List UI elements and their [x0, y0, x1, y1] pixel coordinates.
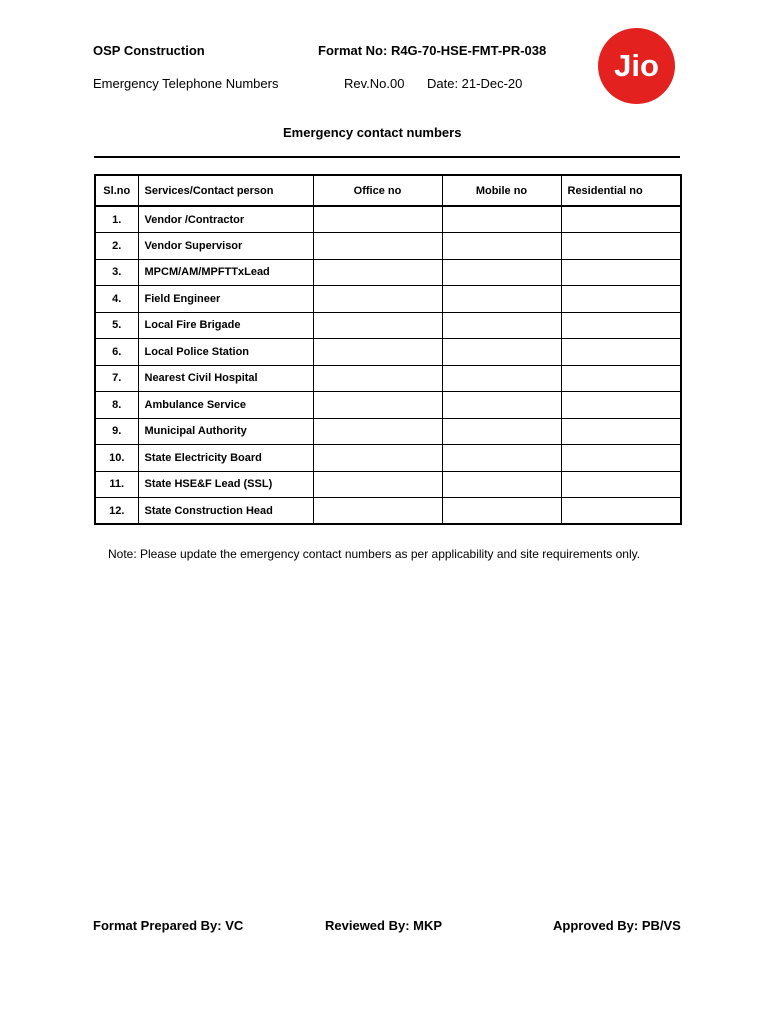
service-cell: Local Police Station — [138, 339, 313, 366]
residential-no-cell — [561, 445, 681, 472]
mobile-no-cell — [442, 392, 561, 419]
table-row — [95, 286, 681, 313]
column-header-service: Services/Contact person — [138, 175, 313, 206]
mobile-no-cell — [442, 233, 561, 260]
service-cell: State HSE&F Lead (SSL) — [138, 471, 313, 498]
sl-no-cell: 7. — [95, 365, 138, 392]
reviewed-by: Reviewed By: MKP — [325, 918, 443, 933]
service-cell: Nearest Civil Hospital — [138, 365, 313, 392]
office-no-cell — [313, 312, 442, 339]
company-name: OSP Construction — [93, 43, 205, 58]
office-no-cell — [313, 286, 442, 313]
sl-no-cell: 12. — [95, 498, 138, 525]
table-row — [95, 498, 681, 525]
residential-no-cell — [561, 339, 681, 366]
residential-no-cell — [561, 418, 681, 445]
service-cell: State Construction Head — [138, 498, 313, 525]
office-no-cell — [313, 259, 442, 286]
residential-no-cell — [561, 365, 681, 392]
service-cell: Vendor /Contractor — [138, 206, 313, 233]
sl-no-cell: 4. — [95, 286, 138, 313]
mobile-no-cell — [442, 259, 561, 286]
document-date: Date: 21-Dec-20 — [427, 76, 523, 91]
column-header-office-no: Office no — [313, 175, 442, 206]
residential-no-cell — [561, 286, 681, 313]
table-row — [95, 445, 681, 472]
sl-no-cell: 9. — [95, 418, 138, 445]
mobile-no-cell — [442, 206, 561, 233]
residential-no-cell — [561, 233, 681, 260]
service-cell: Local Fire Brigade — [138, 312, 313, 339]
mobile-no-cell — [442, 445, 561, 472]
residential-no-cell — [561, 392, 681, 419]
prepared-by: Format Prepared By: VC — [93, 918, 244, 933]
contact-table-body — [95, 206, 681, 524]
revision-number: Rev.No.00 — [344, 76, 405, 91]
service-cell: State Electricity Board — [138, 445, 313, 472]
approved-by: Approved By: PB/VS — [553, 918, 681, 933]
document-title: Emergency Telephone Numbers — [93, 76, 279, 91]
office-no-cell — [313, 471, 442, 498]
column-header-mobile-no: Mobile no — [442, 175, 561, 206]
mobile-no-cell — [442, 418, 561, 445]
sl-no-cell: 8. — [95, 392, 138, 419]
office-no-cell — [313, 206, 442, 233]
mobile-no-cell — [442, 312, 561, 339]
format-number: Format No: R4G-70-HSE-FMT-PR-038 — [318, 43, 547, 58]
note-text: Note: Please update the emergency contact numbers as per applicability and site requirements only. — [108, 547, 641, 561]
office-no-cell — [313, 339, 442, 366]
table-row — [95, 392, 681, 419]
residential-no-cell — [561, 206, 681, 233]
table-row — [95, 471, 681, 498]
office-no-cell — [313, 233, 442, 260]
residential-no-cell — [561, 498, 681, 525]
mobile-no-cell — [442, 339, 561, 366]
table-row — [95, 418, 681, 445]
service-cell: Municipal Authority — [138, 418, 313, 445]
residential-no-cell — [561, 312, 681, 339]
residential-no-cell — [561, 471, 681, 498]
service-cell: Ambulance Service — [138, 392, 313, 419]
sl-no-cell: 10. — [95, 445, 138, 472]
office-no-cell — [313, 445, 442, 472]
sl-no-cell: 3. — [95, 259, 138, 286]
page-title: Emergency contact numbers — [283, 125, 462, 140]
mobile-no-cell — [442, 471, 561, 498]
sl-no-cell: 5. — [95, 312, 138, 339]
mobile-no-cell — [442, 498, 561, 525]
table-header-row — [95, 175, 681, 206]
service-cell: Field Engineer — [138, 286, 313, 313]
office-no-cell — [313, 365, 442, 392]
office-no-cell — [313, 418, 442, 445]
table-row — [95, 259, 681, 286]
jio-logo — [598, 28, 675, 104]
sl-no-cell: 2. — [95, 233, 138, 260]
residential-no-cell — [561, 259, 681, 286]
sl-no-cell: 1. — [95, 206, 138, 233]
office-no-cell — [313, 498, 442, 525]
service-cell: Vendor Supervisor — [138, 233, 313, 260]
table-row — [95, 365, 681, 392]
column-header-sl-no: Sl.no — [95, 175, 138, 206]
table-row — [95, 233, 681, 260]
table-row — [95, 206, 681, 233]
sl-no-cell: 11. — [95, 471, 138, 498]
emergency-contact-table — [94, 174, 682, 525]
table-row — [95, 312, 681, 339]
mobile-no-cell — [442, 286, 561, 313]
title-divider — [94, 156, 680, 158]
logo-text: Jio — [614, 47, 659, 83]
office-no-cell — [313, 392, 442, 419]
mobile-no-cell — [442, 365, 561, 392]
column-header-residential-no: Residential no — [561, 175, 681, 206]
sl-no-cell: 6. — [95, 339, 138, 366]
service-cell: MPCM/AM/MPFTTxLead — [138, 259, 313, 286]
table-row — [95, 339, 681, 366]
